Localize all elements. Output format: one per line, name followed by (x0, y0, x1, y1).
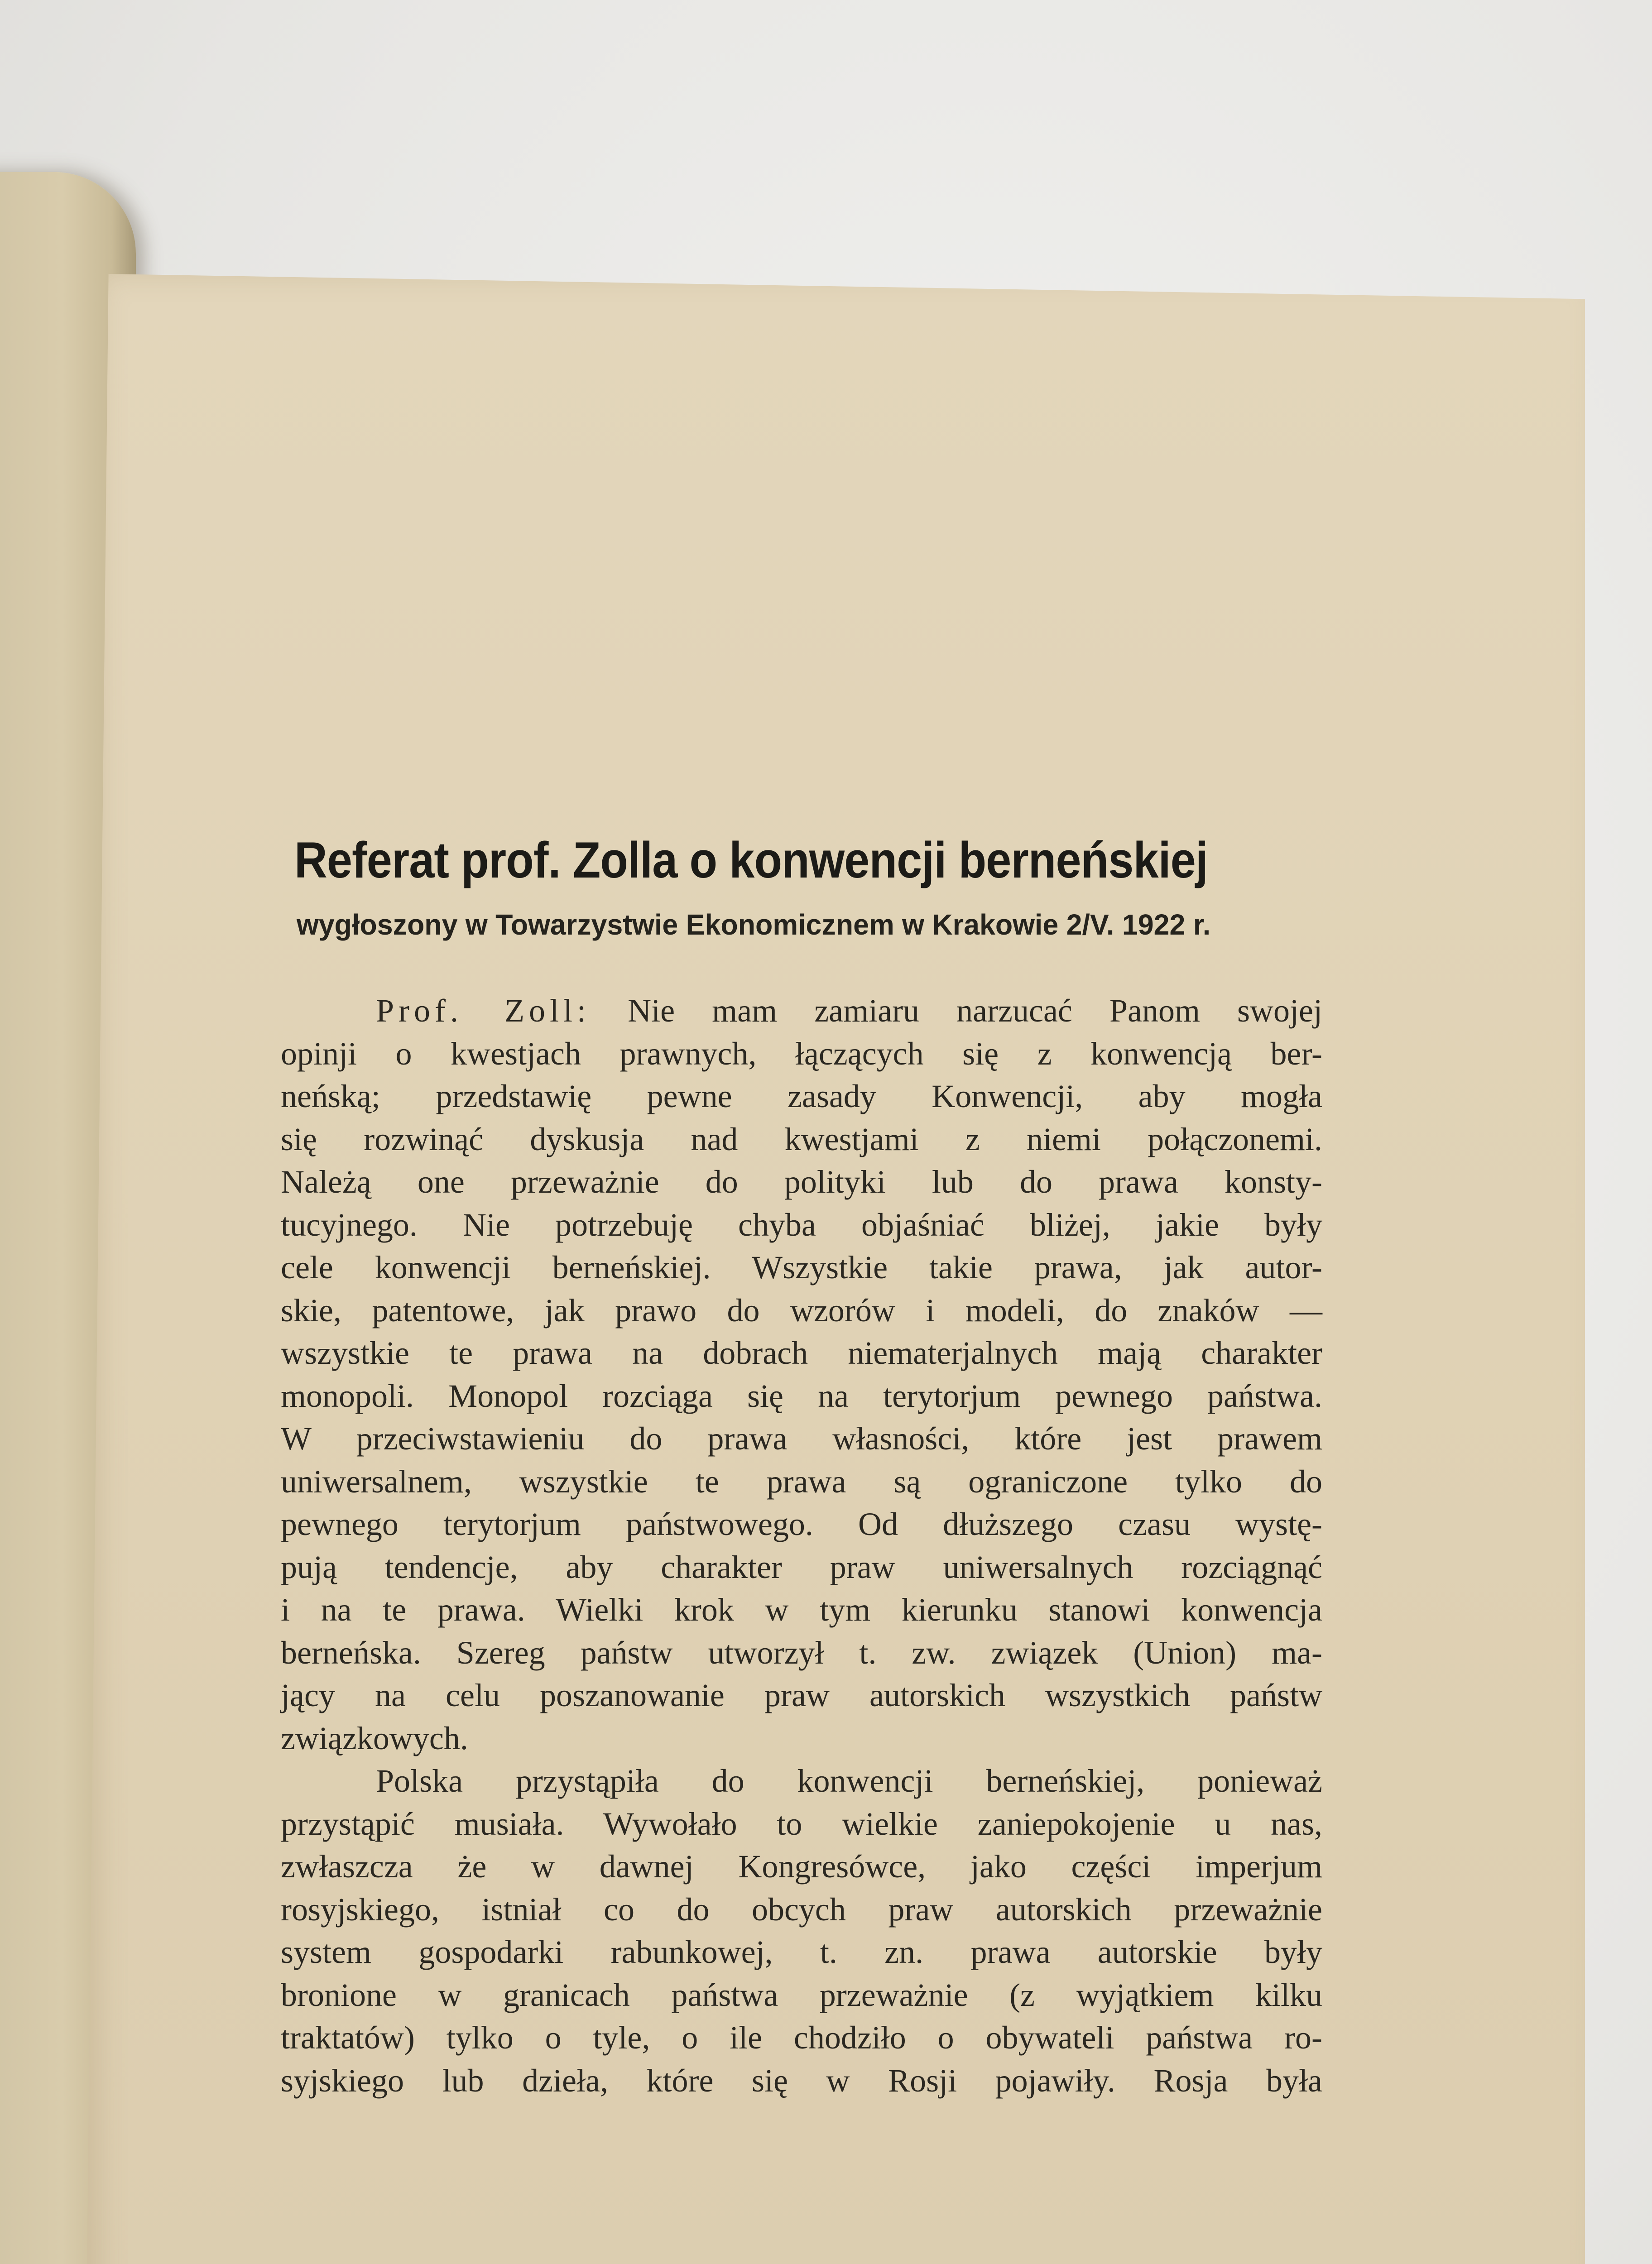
text-line: system gospodarki rabunkowej, t. zn. prawa autorskie były (281, 1934, 1322, 1970)
text-line: neńską; przedstawię pewne zasady Konwencji, aby mogła (281, 1078, 1322, 1114)
text-line: jący na celu poszanowanie praw autorskich wszystkich państw (281, 1677, 1322, 1713)
text-line: Polska przystąpiła do konwencji berneńskiej, ponieważ (376, 1763, 1322, 1799)
text-line: Prof. Zoll: Nie mam zamiaru narzucać Panom swojej (376, 993, 1322, 1029)
text-line: rosyjskiego, istniał co do obcych praw autorskich przeważnie (281, 1891, 1322, 1928)
text-line: wszystkie te prawa na dobrach niematerjalnych mają charakter (281, 1335, 1322, 1371)
text-line: się rozwinąć dyskusja nad kwestjami z niemi połączonemi. (281, 1121, 1322, 1157)
text-line: syjskiego lub dzieła, które się w Rosji pojawiły. Rosja była (281, 2062, 1322, 2099)
text-line: berneńska. Szereg państw utworzył t. zw. związek (Union) ma- (281, 1634, 1322, 1671)
document-subtitle: wygłoszony w Towarzystwie Ekonomicznem w Krakowie 2/V. 1922 r. (297, 908, 1211, 941)
text-line: monopoli. Monopol rozciąga się na terytorjum pewnego państwa. (281, 1377, 1322, 1414)
text-line: skie, patentowe, jak prawo do wzorów i modeli, do znaków — (281, 1292, 1322, 1329)
text-line: pewnego terytorjum państwowego. Od dłuższego czasu wystę- (281, 1506, 1322, 1542)
text-line: bronione w granicach państwa przeważnie (z wyjątkiem kilku (281, 1976, 1322, 2013)
text-line: traktatów) tylko o tyle, o ile chodziło o obywateli państwa ro- (281, 2019, 1322, 2056)
text-line: pują tendencje, aby charakter praw uniwersalnych rozciągnąć (281, 1549, 1322, 1585)
text-line: związkowych. (281, 1720, 468, 1756)
text-line: tucyjnego. Nie potrzebuję chyba objaśniać bliżej, jakie były (281, 1206, 1322, 1243)
text-line: zwłaszcza że w dawnej Kongresówce, jako części imperjum (281, 1848, 1322, 1885)
text-line: W przeciwstawieniu do prawa własności, które jest prawem (281, 1420, 1322, 1457)
speaker-label: Prof. Zoll: (376, 993, 591, 1029)
text-line: przystąpić musiała. Wywołało to wielkie zaniepokojenie u nas, (281, 1805, 1322, 1842)
text-line: opinji o kwestjach prawnych, łączących się z konwencją ber- (281, 1035, 1322, 1072)
text-line: i na te prawa. Wielki krok w tym kierunku stanowi konwencja (281, 1592, 1322, 1628)
text-line: uniwersalnem, wszystkie te prawa są ograniczone tylko do (281, 1463, 1322, 1500)
body-text (281, 989, 1322, 2102)
document-title: Referat prof. Zolla o konwencji berneńskiej (294, 832, 1208, 888)
text-line: cele konwencji berneńskiej. Wszystkie takie prawa, jak autor- (281, 1249, 1322, 1285)
text-line: Należą one przeważnie do polityki lub do prawa konsty- (281, 1164, 1322, 1200)
